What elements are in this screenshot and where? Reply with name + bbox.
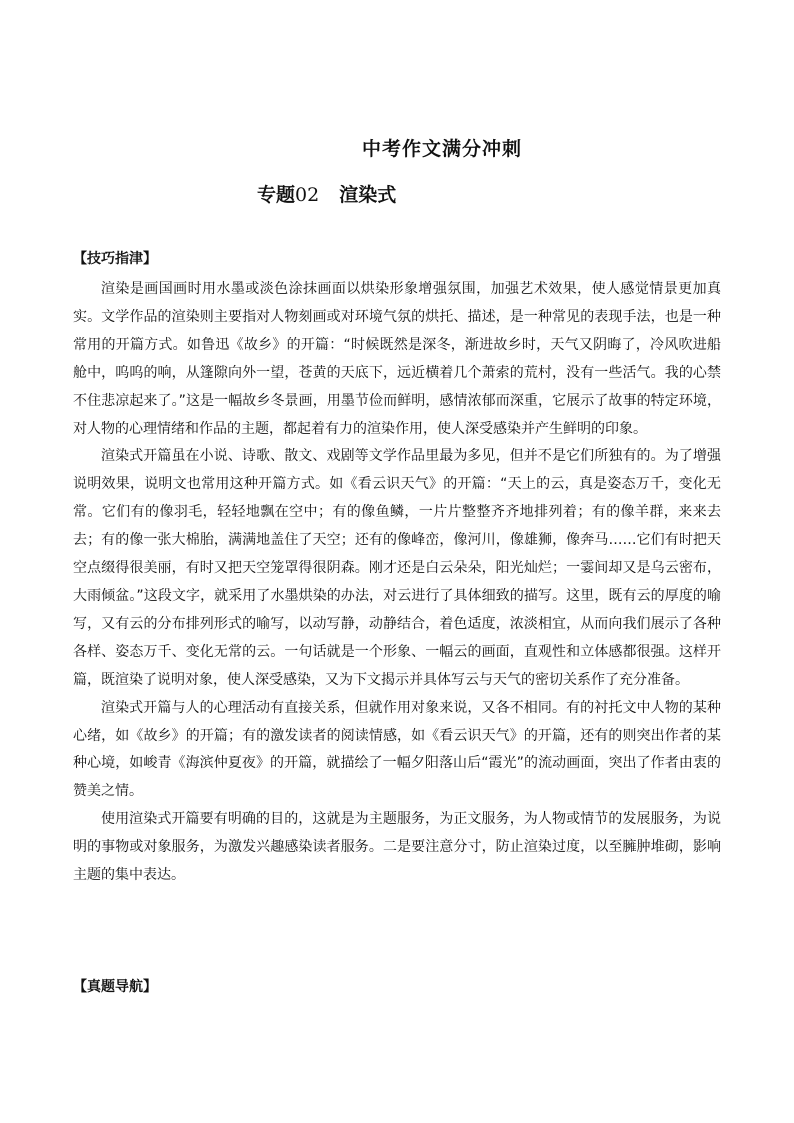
subtitle-number: 02 bbox=[295, 184, 320, 206]
subtitle-prefix: 专题 bbox=[257, 184, 296, 206]
paragraph: 渲染式开篇与人的心理活动有直接关系，但就作用对象来说，又各不相同。有的衬托文中人物的某种心绪，如《故乡》的开篇；有的激发读者的阅读情感，如《看云识天气》的开篇，还有的则突出作者的某种心境，如峻青《海滨仲夏夜》的开篇，就描绘了一幅夕阳落山后“霞光”的流动画面，突出了作者由衷的赞美之情。 bbox=[73, 699, 721, 800]
subtitle-topic: 渲染式 bbox=[339, 184, 397, 206]
paragraph: 渲染是画国画时用水墨或淡色涂抹画面以烘染形象增强氛围，加强艺术效果，使人感觉情景更加真实。文学作品的渲染则主要指对人物刻画或对环境气氛的烘托、描述，是一种常见的表现手法，也是一种常用的开篇方式。如鲁迅《故乡》的开篇：“时候既然是深冬，渐进故乡时，天气又阴晦了，冷风吹进船舱中，呜呜的响，从篷隙向外一望，苍黄的天底下，远近横着几个萧索的荒村，没有一些活气。我的心禁不住悲凉起来了。”这是一幅故乡冬景画，用墨节俭而鲜明，感情浓郁而深重，它展示了故事的特定环境，对人物的心理情绪和作品的主题，都起着有力的渲染作用，使人深受感染并产生鲜明的印象。 bbox=[73, 281, 721, 437]
section-heading-skills: 【技巧指津】 bbox=[73, 251, 157, 267]
document-title: 中考作文满分冲刺 bbox=[361, 138, 522, 160]
section-heading-exam: 【真题导航】 bbox=[73, 979, 157, 995]
document-subtitle bbox=[257, 180, 396, 207]
paragraph: 使用渲染式开篇要有明确的目的，这就是为主题服务，为正文服务，为人物或情节的发展服务，为说明的事物或对象服务，为激发兴趣感染读者服务。二是要注意分寸，防止渲染过度，以至臃肿堆砌，影响主题的集中表达。 bbox=[73, 811, 721, 884]
article-body bbox=[73, 276, 721, 890]
paragraph: 渲染式开篇虽在小说、诗歌、散文、戏剧等文学作品里最为多见，但并不是它们所独有的。为了增强说明效果，说明文也常用这种开篇方式。如《看云识天气》的开篇：“天上的云，真是姿态万千，变化无常。它们有的像羽毛，轻轻地飘在空中；有的像鱼鳞，一片片整整齐齐地排列着；有的像羊群，来来去去；有的像一张大棉胎，满满地盖住了天空；还有的像峰峦，像河川，像雄狮，像奔马……它们有时把天空点缀得很美丽，有时又把天空笼罩得很阴森。刚才还是白云朵朵，阳光灿烂；一霎间却又是乌云密布，大雨倾盆。”这段文字，就采用了水墨烘染的办法，对云进行了具体细致的描写。这里，既有云的厚度的喻写，又有云的分布排列形式的喻写，以动写静，动静结合，着色适度，浓淡相宜，从而向我们展示了各种各样、姿态万千、变化无常的云。一句话就是一个形象、一幅云的画面，直观性和立体感都很强。这样开篇，既渲染了说明对象，使人深受感染，又为下文揭示并具体写云与天气的密切关系作了充分准备。 bbox=[73, 448, 721, 688]
